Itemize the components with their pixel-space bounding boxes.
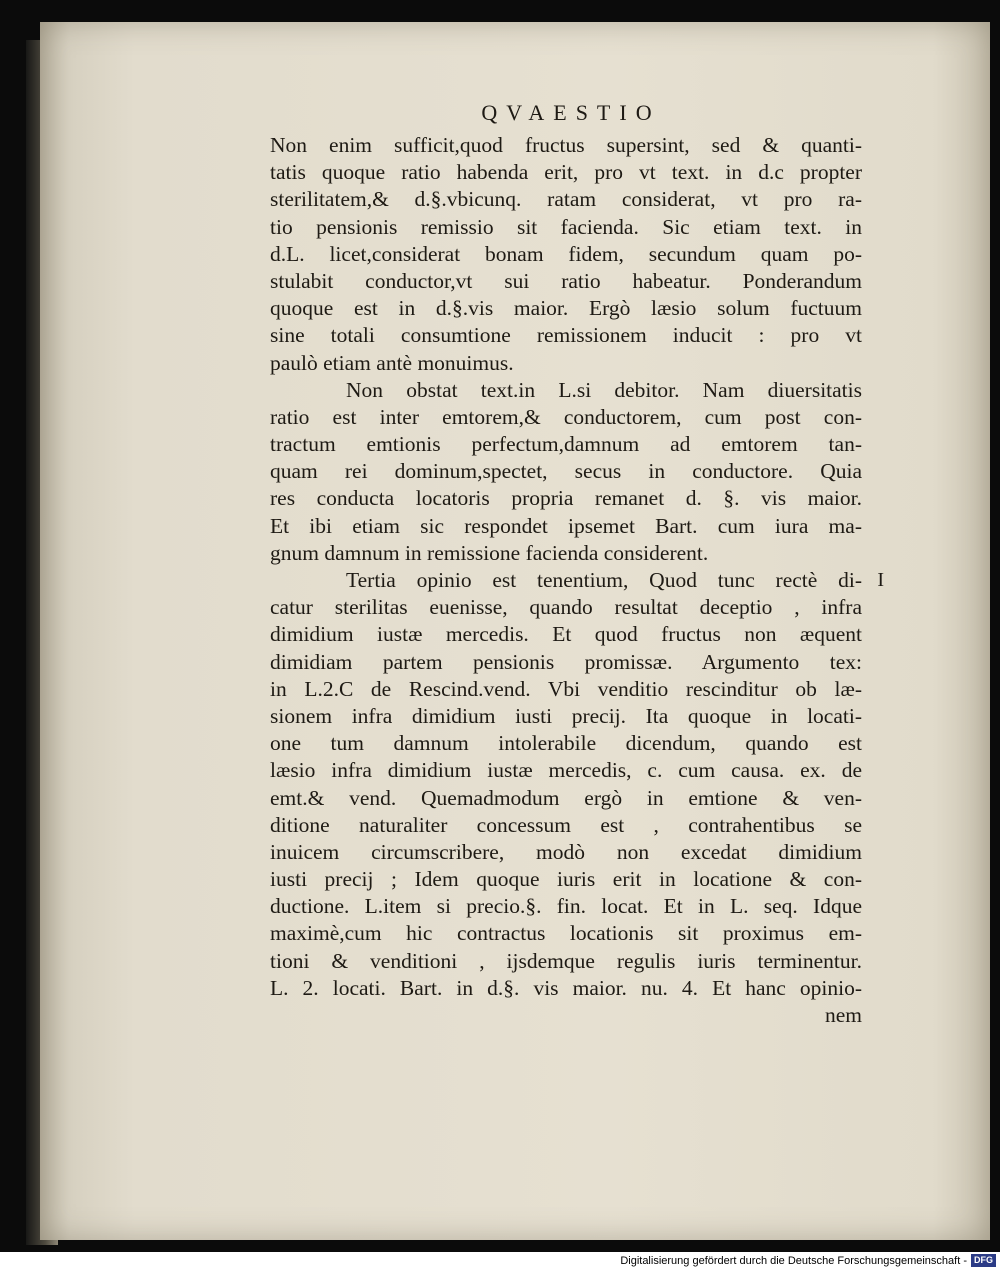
digitization-footer [0, 1252, 1000, 1269]
text-line: dimidiam partem pensionis promissæ. Argumento tex: [270, 649, 862, 674]
dfg-logo[interactable]: DFG [971, 1254, 996, 1267]
text-line: quam rei dominum,spectet, secus in conductore. Quia [270, 459, 862, 484]
text-line: tractum emtionis perfectum,damnum ad emtorem tan- [270, 432, 862, 457]
text-line: quoque est in d.§.vis maior. Ergò læsio solum fuctuum [270, 296, 862, 321]
text-line: tatis quoque ratio habenda erit, pro vt text. in d.c propter [270, 160, 862, 185]
text-line: ductione. L.item si precio.§. fin. locat. Et in L. seq. Idque [270, 894, 862, 919]
text-line: maximè,cum hic contractus locationis sit proximus em- [270, 921, 862, 946]
text-line: gnum damnum in remissione facienda considerent. [270, 540, 709, 565]
text-line: d.L. licet,considerat bonam fidem, secundum quam po- [270, 241, 862, 266]
margin-note: I [877, 569, 884, 591]
text-line: Non obstat text.in L.si debitor. Nam diuersitatis [346, 377, 862, 402]
text-lines [270, 132, 884, 1029]
text-line: one tum damnum intolerabile dicendum, quando est [270, 731, 862, 756]
text-line: sine totali consumtione remissionem inducit : pro vt [270, 323, 862, 348]
text-line: tio pensionis remissio sit facienda. Sic etiam text. in [270, 214, 862, 239]
text-line: tioni & venditioni , ijsdemque regulis iuris terminentur. [270, 948, 862, 973]
text-line: L. 2. locati. Bart. in d.§. vis maior. nu. 4. Et hanc opinio- [270, 975, 862, 1000]
text-line: iusti precij ; Idem quoque iuris erit in locatione & con- [270, 867, 862, 892]
text-line: inuicem circumscribere, modò non excedat dimidium [270, 839, 862, 864]
text-line-with-margin-note [270, 567, 884, 594]
text-line: res conducta locatoris propria remanet d. §. vis maior. [270, 486, 862, 511]
text-line: ditione naturaliter concessum est , contrahentibus se [270, 812, 862, 837]
running-header: QVAESTIO [481, 100, 661, 125]
text-line: sionem infra dimidium iusti precij. Ita quoque in locati- [270, 703, 862, 728]
text-line: ratio est inter emtorem,& conductorem, cum post con- [270, 404, 862, 429]
text-line: stulabit conductor,vt sui ratio habeatur. Ponderandum [270, 268, 862, 293]
text-line: læsio infra dimidium iustæ mercedis, c. cum causa. ex. de [270, 758, 862, 783]
text-line: paulò etiam antè monuimus. [270, 350, 514, 375]
catchword: nem [824, 1003, 862, 1027]
text-line: emt.& vend. Quemadmodum ergò in emtione & ven- [270, 785, 862, 810]
text-line: sterilitatem,& d.§.vbicunq. ratam considerat, vt pro ra- [270, 187, 862, 212]
text-line: in L.2.C de Rescind.vend. Vbi venditio rescinditur ob læ- [270, 676, 862, 701]
text-line: catur sterilitas euenisse, quando resultat deceptio , infra [270, 595, 862, 620]
text-line: dimidium iustæ mercedis. Et quod fructus non æquent [270, 622, 862, 647]
text-line: Non enim sufficit,quod fructus supersint, sed & quanti- [270, 133, 862, 157]
page-text-block [270, 100, 884, 1029]
text-line: Tertia opinio est tenentium, Quod tunc rectè di- [346, 568, 862, 592]
footer-credit-text: Digitalisierung gefördert durch die Deutsche Forschungsgemeinschaft - [620, 1254, 967, 1267]
text-line: Et ibi etiam sic respondet ipsemet Bart. cum iura ma- [270, 513, 862, 538]
